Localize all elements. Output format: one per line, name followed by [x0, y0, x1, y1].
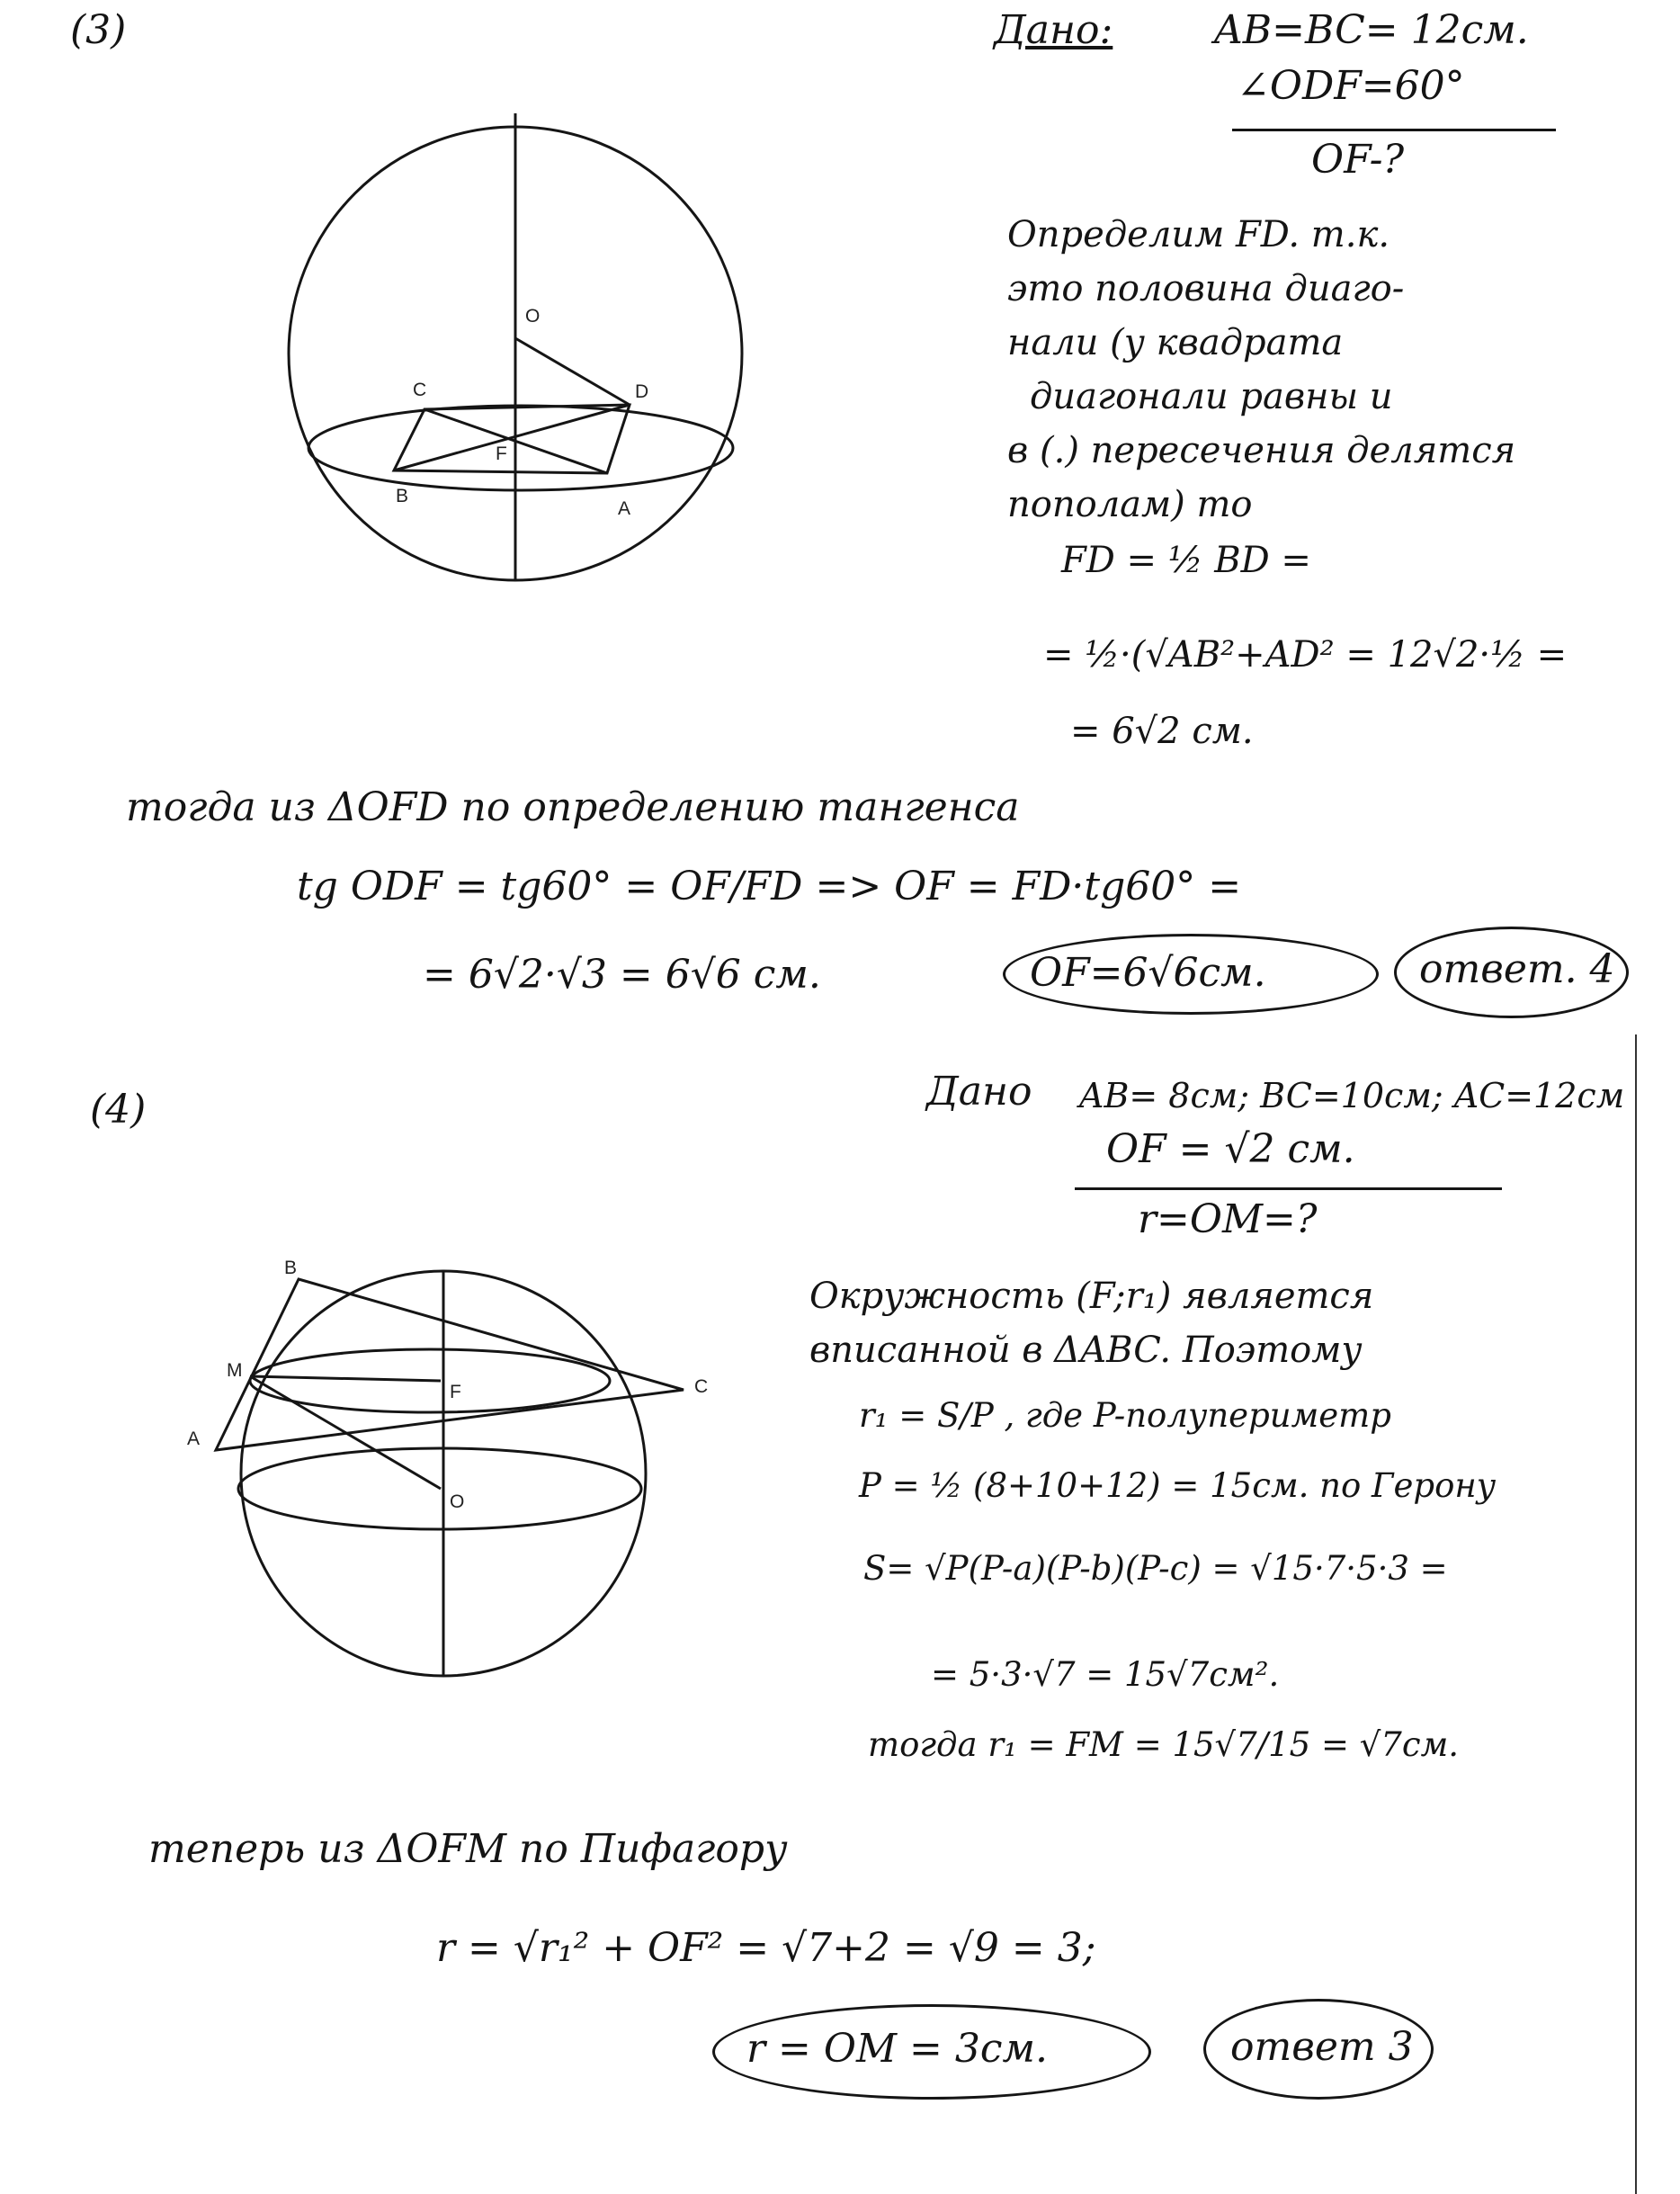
solution-line: тогда r₁ = FM = 15√7/15 = √7см.: [868, 1725, 1460, 1764]
point-a-label: A: [618, 498, 631, 519]
answer-text: ответ 3: [1230, 2024, 1414, 2070]
solution-line: вписанной в ΔABC. Поэтому: [809, 1330, 1363, 1371]
solution-line: = ½·(√AB²+AD² = 12√2·½ =: [1043, 634, 1568, 676]
segment-mf: [250, 1376, 441, 1381]
given-line: ∠ODF=60°: [1237, 63, 1465, 109]
solution-line: P = ½ (8+10+12) = 15см. по Герону: [859, 1466, 1497, 1505]
formula-line: r = √r₁² + OF² = √7+2 = √9 = 3;: [436, 1925, 1096, 1971]
solution-line: Определим FD. т.к.: [1007, 214, 1390, 255]
point-b-label: B: [396, 486, 409, 506]
boxed-result-text: r = OM = 3см.: [746, 2026, 1048, 2072]
given-line: OF = √2 см.: [1106, 1126, 1355, 1172]
solution-line: r₁ = S/P , где P-полупериметр: [859, 1396, 1391, 1435]
solution-line: = 6√2 см.: [1070, 711, 1254, 752]
segment-mo: [250, 1376, 441, 1489]
point-f-label: F: [450, 1382, 461, 1402]
solution-line: нали (у квадрата: [1007, 322, 1344, 363]
point-m-label: M: [227, 1360, 243, 1381]
solution-line: S= √P(P-a)(P-b)(P-c) = √15·7·5·3 =: [863, 1549, 1448, 1588]
problem-4-number: (4): [90, 1087, 147, 1133]
solution-line: FD = ½ BD =: [1061, 540, 1311, 581]
then-line: тогда из ΔOFD по определению тангенса: [126, 784, 1020, 830]
find-line: OF-?: [1311, 137, 1405, 183]
pythagoras-line: теперь из ΔOFM по Пифагору: [148, 1826, 788, 1872]
solution-line: в (.) пересечения делятся: [1007, 430, 1516, 471]
answer-text: ответ. 4: [1419, 946, 1615, 992]
given-label: Дано:: [994, 7, 1113, 53]
solution-line: диагонали равны и: [1030, 376, 1393, 417]
point-f-label: F: [496, 443, 507, 464]
point-c-label: C: [694, 1376, 709, 1397]
result-line: = 6√2·√3 = 6√6 см.: [423, 952, 821, 998]
solution-line: пополам) то: [1007, 484, 1253, 525]
solution-line: = 5·3·√7 = 15√7см².: [931, 1655, 1280, 1694]
point-c-label: C: [413, 380, 427, 400]
page-edge-line: [1635, 1034, 1637, 2194]
point-a-label: A: [187, 1428, 201, 1449]
point-b-label: B: [284, 1258, 298, 1278]
given-line: AB=BC= 12см.: [1214, 7, 1529, 53]
given-label: Дано: [926, 1069, 1032, 1115]
solution-line: Окружность (F;r₁) является: [809, 1276, 1374, 1317]
tangent-line: tg ODF = tg60° = OF/FD => OF = FD·tg60° =: [297, 864, 1242, 909]
point-o-label: O: [525, 306, 541, 327]
solution-line: это половина диаго-: [1007, 268, 1405, 309]
find-line: r=OM=?: [1138, 1196, 1318, 1242]
point-d-label: D: [635, 381, 649, 402]
problem-3-number: (3): [70, 7, 127, 53]
point-o-label: O: [450, 1491, 465, 1512]
given-line: AB= 8см; BC=10см; AC=12см: [1079, 1076, 1625, 1115]
boxed-result-text: OF=6√6см.: [1030, 950, 1266, 996]
